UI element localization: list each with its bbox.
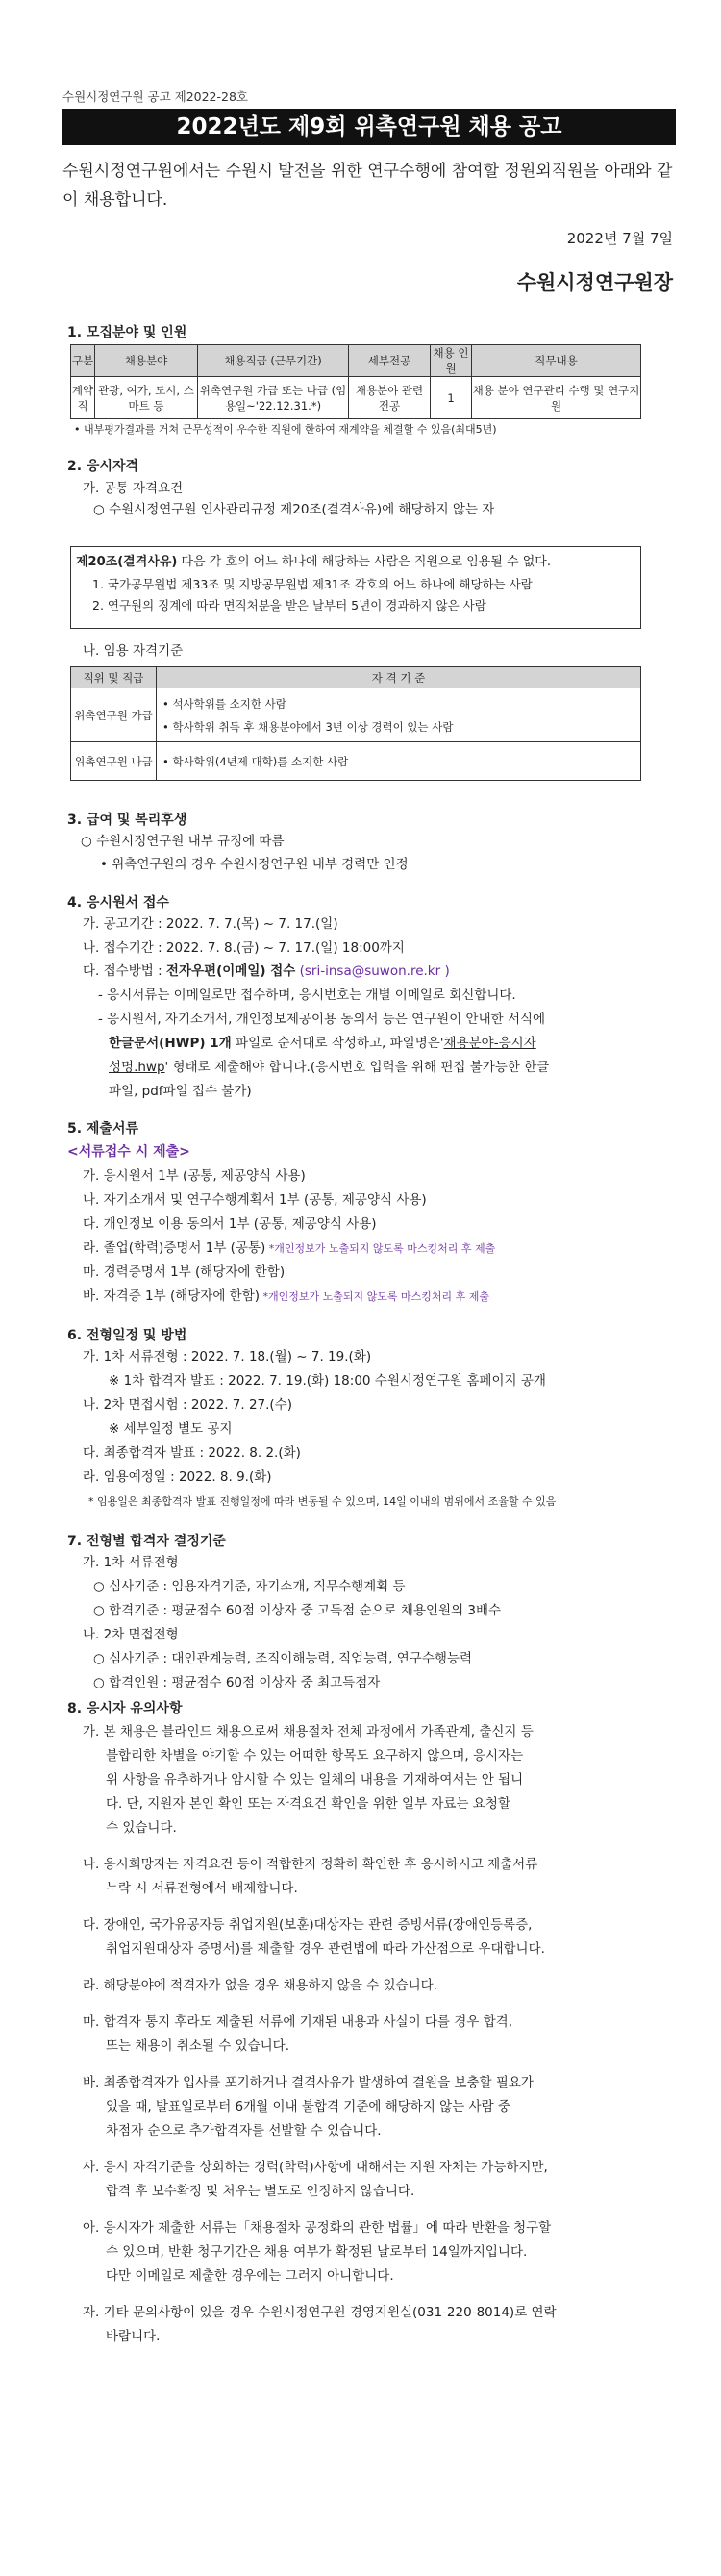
s2-na: 나. 임용 자격기준 [83, 643, 184, 659]
recruit-table [70, 344, 641, 419]
s5-sub: <서류접수 시 제출> [67, 1144, 190, 1160]
section-8-heading: 8. 응시자 유의사항 [67, 1701, 183, 1716]
s7-na2: ○ 합격인원 : 평균점수 60점 이상자 중 최고득점자 [93, 1675, 381, 1690]
s8-ja-2: 바랍니다. [106, 2329, 161, 2344]
qual-grade-1: 위촉연구원 가급 [71, 688, 157, 742]
s4-da-pre: 다. 접수방법 : [83, 963, 166, 979]
s4-b2-2 [109, 1035, 536, 1052]
th-grade: 채용직급 (근무기간) [198, 345, 349, 377]
section-7-heading: 7. 전형별 합격자 결정기준 [67, 1534, 226, 1549]
s7-ga: 가. 1차 서류전형 [83, 1555, 179, 1570]
s8-na-2: 누락 시 서류전형에서 배제합니다. [106, 1881, 298, 1896]
law-title-text: 다음 각 호의 어느 하나에 해당하는 사람은 직원으로 임용될 수 없다. [177, 555, 551, 569]
s6-ga-note: ※ 1차 합격자 발표 : 2022. 7. 19.(화) 18:00 수원시정연구원 홈페이지 공개 [109, 1373, 546, 1388]
s8-ga-4: 다. 단, 지원자 본인 확인 또는 자격요건 확인을 위한 일부 자료는 요청할 [106, 1796, 510, 1812]
qual-criteria-1 [157, 688, 641, 742]
notice-number: 수원시정연구원 공고 제2022-28호 [62, 89, 249, 104]
qual-grade-2: 위촉연구원 나급 [71, 742, 157, 781]
s8-ma-2: 또는 채용이 취소될 수 있습니다. [106, 2038, 289, 2054]
cell-grade: 위촉연구원 가급 또는 나급 (임용일~'22.12.31.*) [198, 377, 349, 419]
s4-b2-3-rest: ' 형태로 제출해야 합니다.(응시번호 입력을 위해 편집 불가능한 한글 [164, 1060, 550, 1075]
s8-ja-1: 자. 기타 문의사항이 있을 경우 수원시정연구원 경영지원실(031-220-8014)로 연락 [83, 2305, 557, 2320]
s7-na1: ○ 심사기준 : 대인관계능력, 조직이해능력, 직업능력, 연구수행능력 [93, 1651, 473, 1666]
s6-da: 다. 최종합격자 발표 : 2022. 8. 2.(화) [83, 1445, 301, 1461]
s8-ga-3: 위 사항을 유추하거나 암시할 수 있는 일체의 내용을 기재하여서는 안 됩니 [106, 1772, 524, 1788]
s6-note: * 임용일은 최종합격자 발표 진행일정에 따라 변동될 수 있으며, 14일 이내의 범위에서 조율할 수 있음 [88, 1495, 557, 1508]
email-address[interactable]: (sri-insa@suwon.re.kr ) [295, 963, 450, 979]
s5-ba [83, 1288, 489, 1306]
s5-da: 다. 개인정보 이용 동의서 1부 (공통, 제공양식 사용) [83, 1216, 377, 1232]
law-title-bold: 제20조(결격사유) [76, 555, 178, 569]
s8-sa-2: 합격 후 보수확정 및 처우는 별도로 인정하지 않습니다. [106, 2184, 415, 2199]
s4-filename-a: 채용분야-응시자 [443, 1036, 536, 1051]
s4-filename-b: 성명.hwp [109, 1060, 165, 1075]
s3-item: ○ 수원시정연구원 내부 규정에 따름 [81, 834, 285, 849]
s4-b2-4: 파일, pdf파일 접수 불가) [109, 1084, 252, 1099]
s4-da [83, 963, 450, 980]
page-title: 2022년도 제9회 위촉연구원 채용 공고 [62, 109, 676, 145]
section-1-heading: 1. 모집분야 및 인원 [67, 325, 187, 340]
qual-th-grade: 직위 및 직급 [71, 667, 157, 688]
s8-ga-2: 불합리한 차별을 야기할 수 있는 어떠한 항목도 요구하지 않으며, 응시자는 [106, 1748, 524, 1763]
s1-note: • 내부평가결과를 거쳐 근무성적이 우수한 직원에 한하여 재계약을 체결할 수 있음(최대5년) [74, 423, 497, 436]
th-count: 채용 인원 [431, 345, 472, 377]
s4-b2-1: - 응시원서, 자기소개서, 개인정보제공이용 동의서 등은 연구원이 안내한 서식에 [98, 1012, 546, 1027]
s4-da-bold: 전자우편(이메일) 접수 [165, 963, 296, 979]
section-3-heading: 3. 급여 및 복리후생 [67, 813, 187, 828]
s8-aa-3: 다만 이메일로 제출한 경우에는 그러지 아니합니다. [106, 2268, 394, 2284]
qual-th-criteria: 자 격 기 준 [157, 667, 641, 688]
section-6-heading: 6. 전형일정 및 방법 [67, 1328, 187, 1343]
s6-na: 나. 2차 면접시험 : 2022. 7. 27.(수) [83, 1397, 292, 1413]
s8-aa-1: 아. 응시자가 제출한 서류는「채용절차 공정화의 관한 법률」에 따라 반환을 청구할 [83, 2220, 552, 2236]
s4-b2-mid: 파일로 순서대로 작성하고, 파일명은' [231, 1036, 444, 1051]
s5-ra [83, 1239, 495, 1258]
s5-ga: 가. 응시원서 1부 (공통, 제공양식 사용) [83, 1168, 306, 1184]
s8-ma-1: 마. 합격자 통지 후라도 제출된 서류에 기재된 내용과 사실이 다를 경우 합격, [83, 2014, 513, 2030]
th-field: 채용분야 [95, 345, 198, 377]
cell-type: 계약직 [71, 377, 95, 419]
s8-ra-1: 라. 해당분야에 적격자가 없을 경우 채용하지 않을 수 있습니다. [83, 1978, 437, 1993]
s8-ba-1: 바. 최종합격자가 입사를 포기하거나 결격사유가 발생하여 결원을 보충할 필요가 [83, 2075, 534, 2090]
s8-ga-1: 가. 본 채용은 블라인드 채용으로써 채용절차 전체 과정에서 가족관계, 출신지 등 [83, 1724, 534, 1739]
s4-ga: 가. 공고기간 : 2022. 7. 7.(목) ~ 7. 17.(일) [83, 916, 338, 932]
s2-ga: 가. 공통 자격요건 [83, 481, 184, 496]
section-2-heading: 2. 응시자격 [67, 459, 139, 474]
th-duty: 직무내용 [472, 345, 641, 377]
s3-sub: • 위촉연구원의 경우 수원시정연구원 내부 경력만 인정 [100, 857, 409, 872]
th-type: 구분 [71, 345, 95, 377]
qualification-table [70, 666, 641, 781]
s8-ga-5: 수 있습니다. [106, 1820, 177, 1836]
intro-text: 수원시정연구원에서는 수원시 발전을 위한 연구수행에 참여할 정원외직원을 아래와 같이 채용합니다. [62, 162, 673, 210]
s6-ga: 가. 1차 서류전형 : 2022. 7. 18.(월) ~ 7. 19.(화) [83, 1349, 372, 1364]
s5-ra-text: 라. 졸업(학력)증명서 1부 (공통) [83, 1240, 266, 1256]
qual-1a: • 석사학위를 소지한 사람 [162, 696, 286, 711]
s5-na: 나. 자기소개서 및 연구수행계획서 1부 (공통, 제공양식 사용) [83, 1192, 427, 1208]
s4-b2-bold: 한글문서(HWP) 1개 [109, 1036, 232, 1051]
s5-ba-text: 바. 자격증 1부 (해당자에 한함) [83, 1288, 261, 1304]
s5-ma: 마. 경력증명서 1부 (해당자에 한함) [83, 1264, 286, 1280]
notice-date: 2022년 7월 7일 [566, 230, 673, 247]
section-4-heading: 4. 응시원서 접수 [67, 895, 169, 911]
cell-duty: 채용 분야 연구관리 수행 및 연구지원 [472, 377, 641, 419]
signer: 수원시정연구원장 [516, 271, 673, 294]
cell-field: 관광, 여가, 도시, 스마트 등 [95, 377, 198, 419]
s2-ga-item: ○ 수원시정연구원 인사관리규정 제20조(결격사유)에 해당하지 않는 자 [93, 502, 495, 517]
cell-major: 채용분야 관련 전공 [349, 377, 431, 419]
s8-sa-1: 사. 응시 자격기준을 상회하는 경력(학력)사항에 대해서는 지원 자체는 가능하지만, [83, 2160, 548, 2175]
s6-ra: 라. 임용예정일 : 2022. 8. 9.(화) [83, 1469, 272, 1485]
law-item-2: 2. 연구원의 징계에 따라 면직처분을 받은 날부터 5년이 경과하지 않은 사람 [92, 598, 486, 613]
s4-b1: - 응시서류는 이메일로만 접수하며, 응시번호는 개별 이메일로 회신합니다. [98, 988, 516, 1003]
th-major: 세부전공 [349, 345, 431, 377]
cell-count: 1 [431, 377, 472, 419]
s7-na: 나. 2차 면접전형 [83, 1627, 179, 1642]
s8-da-2: 취업지원대상자 증명서)를 제출할 경우 관련법에 따라 가산점으로 우대합니다. [106, 1941, 545, 1957]
s8-na-1: 나. 응시희망자는 자격요건 등이 적합한지 정확히 확인한 후 응시하시고 제출서류 [83, 1857, 538, 1872]
qual-1b: • 학사학위 취득 후 채용분야에서 3년 이상 경력이 있는 사람 [162, 719, 454, 734]
law-item-1: 1. 국가공무원법 제33조 및 지방공무원법 제31조 각호의 어느 하나에 해당하는 사람 [92, 577, 533, 591]
s6-na-note: ※ 세부일정 별도 공지 [109, 1421, 233, 1437]
s7-ga2: ○ 합격기준 : 평균점수 60점 이상자 중 고득점 순으로 채용인원의 3배수 [93, 1603, 502, 1618]
law-title [76, 554, 551, 571]
s8-da-1: 다. 장애인, 국가유공자등 취업지원(보훈)대상자는 관련 증빙서류(장애인등록증, [83, 1917, 533, 1933]
s5-ra-note: *개인정보가 노출되지 않도록 마스킹처리 후 제출 [265, 1242, 496, 1255]
qual-criteria-2: • 학사학위(4년제 대학)를 소지한 사람 [157, 742, 641, 781]
section-5-heading: 5. 제출서류 [67, 1121, 139, 1137]
s7-ga1: ○ 심사기준 : 임용자격기준, 자기소개, 직무수행계획 등 [93, 1579, 406, 1594]
s4-na: 나. 접수기간 : 2022. 7. 8.(금) ~ 7. 17.(일) 18:00까지 [83, 940, 405, 956]
s8-ba-2: 있을 때, 발표일로부터 6개월 이내 불합격 기준에 해당하지 않는 사람 중 [106, 2099, 510, 2114]
s5-ba-note: *개인정보가 노출되지 않도록 마스킹처리 후 제출 [260, 1290, 490, 1303]
s8-aa-2: 수 있으며, 반환 청구기간은 채용 여부가 확정된 날로부터 14일까지입니다. [106, 2244, 528, 2260]
s8-ba-3: 차점자 순으로 추가합격자를 선발할 수 있습니다. [106, 2123, 382, 2138]
s4-b2-3 [109, 1059, 549, 1076]
